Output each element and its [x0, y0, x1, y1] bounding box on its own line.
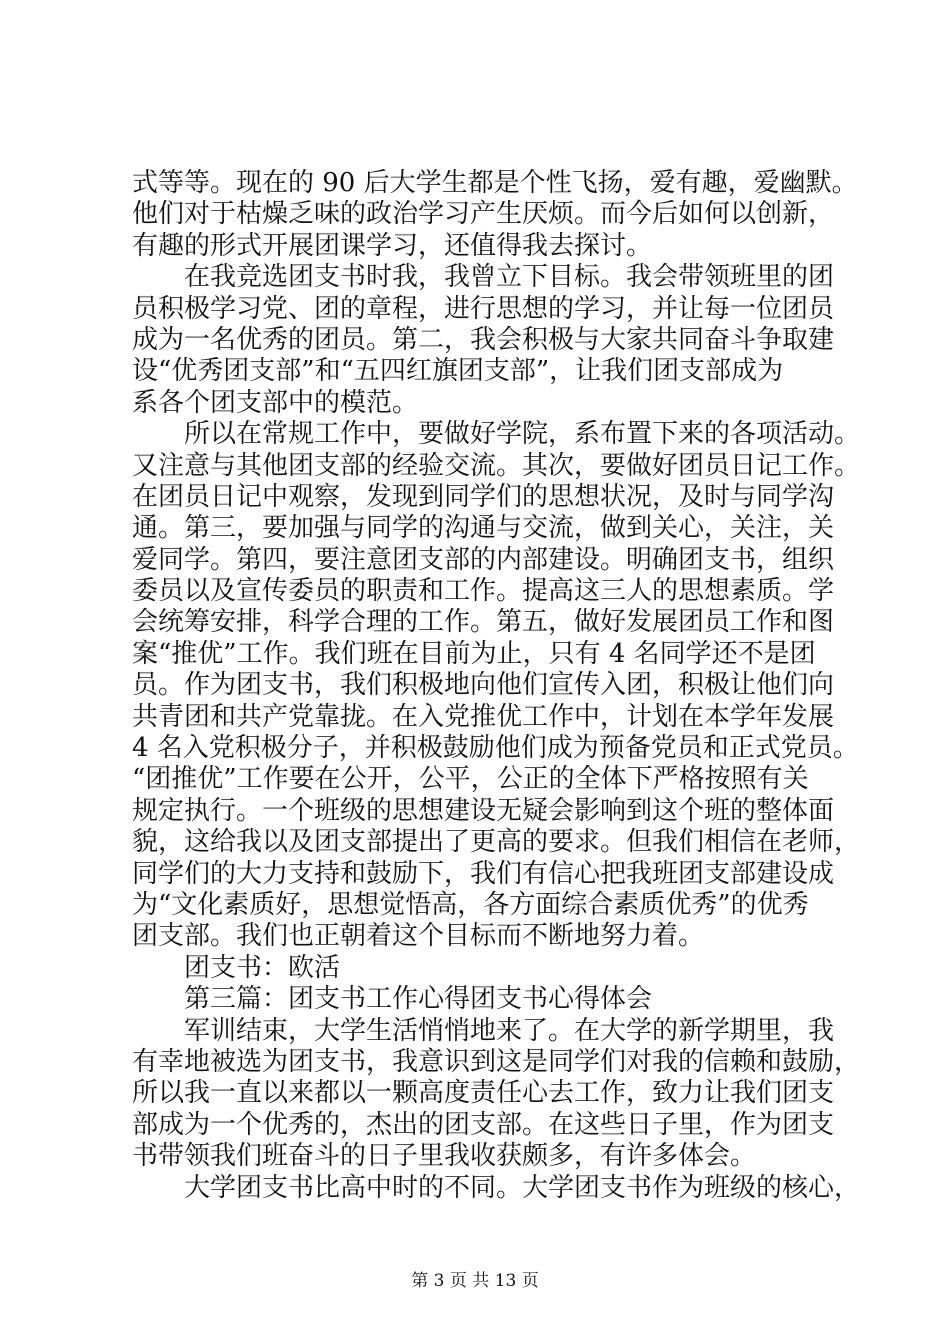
text-line: 规定执行。一个班级的思想建设无疑会影响到这个班的整体面: [132, 795, 835, 826]
text-line: 大学团支书比高中时的不同。大学团支书作为班级的核心，: [132, 1172, 861, 1203]
text-line: 同学们的大力支持和鼓励下，我们有信心把我班团支部建设成: [132, 858, 835, 889]
signature-line: 团支书：欧活: [132, 952, 341, 983]
text-line: 有趣的形式开展团课学习，还值得我去探讨。: [132, 230, 653, 261]
text-line: 员。作为团支书，我们积极地向他们宣传入团，积极让他们向: [132, 670, 835, 701]
text-line: 成为一名优秀的团员。第二，我会积极与大家共同奋斗争取建: [132, 324, 835, 355]
text-line: 貌，这给我以及团支部提出了更高的要求。但我们相信在老师，: [132, 827, 861, 858]
text-line: “团推优”工作要在公开，公平，公正的全体下严格按照有关: [132, 764, 809, 795]
text-line: 军训结束，大学生活悄悄地来了。在大学的新学期里，我: [132, 1015, 835, 1046]
text-line: 爱同学。第四，要注意团支部的内部建设。明确团支书，组织: [132, 544, 835, 575]
text-line: 设“优秀团支部”和“五四红旗团支部”，让我们团支部成为: [132, 356, 784, 387]
text-line: 团支部。我们也正朝着这个目标而不断地努力着。: [132, 921, 705, 952]
text-line: 所以我一直以来都以一颗高度责任心去工作，致力让我们团支: [132, 1078, 835, 1109]
text-line: 部成为一个优秀的，杰出的团支部。在这些日子里，作为团支: [132, 1109, 835, 1140]
section-heading: 第三篇：团支书工作心得团支书心得体会: [132, 984, 653, 1015]
page-number-footer: 第 3 页 共 13 页: [411, 1271, 539, 1291]
document-body: [132, 168, 861, 1204]
text-line: 通。第三，要加强与同学的沟通与交流，做到关心，关注，关: [132, 513, 835, 544]
text-line: 4 名入党积极分子，并积极鼓励他们成为预备党员和正式党员。: [132, 733, 859, 764]
text-line: 书带领我们班奋斗的日子里我收获颇多，有许多体会。: [132, 1141, 757, 1172]
text-line: 会统筹安排，科学合理的工作。第五，做好发展团员工作和图: [132, 607, 835, 638]
text-line: 系各个团支部中的模范。: [132, 387, 419, 418]
text-line: 案“推优”工作。我们班在目前为止，只有 4 名同学还不是团: [132, 638, 816, 669]
text-line: 式等等。现在的 90 后大学生都是个性飞扬，爱有趣，爱幽默。: [132, 168, 858, 198]
text-line: 又注意与其他团支部的经验交流。其次，要做好团员日记工作。: [132, 450, 861, 481]
text-line: 所以在常规工作中，要做好学院，系布置下来的各项活动。: [132, 419, 861, 450]
text-line: 他们对于枯燥乏味的政治学习产生厌烦。而今后如何以创新，: [132, 199, 835, 230]
text-line: 有幸地被选为团支书，我意识到这是同学们对我的信赖和鼓励，: [132, 1046, 861, 1077]
text-line: 员积极学习党、团的章程，进行思想的学习，并让每一位团员: [132, 293, 835, 324]
text-line: 共青团和共产党靠拢。在入党推优工作中，计划在本学年发展: [132, 701, 835, 732]
text-line: 为“文化素质好，思想觉悟高，各方面综合素质优秀”的优秀: [132, 889, 809, 920]
text-line: 在我竞选团支书时我，我曾立下目标。我会带领班里的团: [132, 262, 835, 293]
text-line: 在团员日记中观察，发现到同学们的思想状况，及时与同学沟: [132, 481, 835, 512]
text-line: 委员以及宣传委员的职责和工作。提高这三人的思想素质。学: [132, 576, 835, 607]
